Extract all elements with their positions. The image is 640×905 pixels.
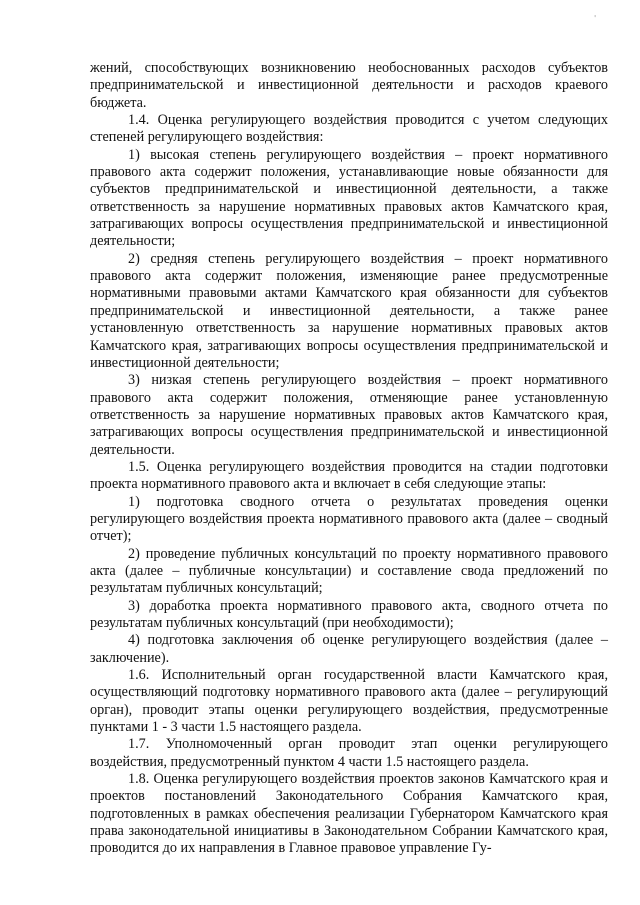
document-body <box>90 60 608 858</box>
paragraph-1-5-item-2: 2) проведение публичных консультаций по проекту нормативного правового акта (далее – публичные консультации) и составление свода предложений по результатам публичных консультаций; <box>90 545 608 597</box>
page-mark: ' <box>594 14 597 23</box>
paragraph-1-6: 1.6. Исполнительный орган государственной власти Камчатского края, осуществляющий подготовку нормативного правового акта (далее – регулирующий орган), проводит этапы оценки регулирующего воздействия, предусмотренные пунктами 1 - 3 части 1.5 настоящего раздела. <box>90 667 608 736</box>
paragraph-1-5: 1.5. Оценка регулирующего воздействия проводится на стадии подготовки проекта нормативного правового акта и включает в себя следующие этапы: <box>90 458 608 493</box>
paragraph-continuation: жений, способствующих возникновению необоснованных расходов субъектов предпринимательской и инвестиционной деятельности и расходов краевого бюджета. <box>90 60 608 111</box>
paragraph-1-4-item-3: 3) низкая степень регулирующего воздействия – проект нормативного правового акта содержит положения, отменяющие ранее установленную ответственность за нарушение нормативных правовых актов Камчатского края, затрагивающих вопросы осуществления предпринимательской и инвестиционной деятельности. <box>90 372 608 458</box>
paragraph-1-5-item-3: 3) доработка проекта нормативного правового акта, сводного отчета по результатам публичных консультаций (при необходимости); <box>90 597 608 631</box>
paragraph-1-4-item-2: 2) средняя степень регулирующего воздействия – проект нормативного правового акта содержит положения, изменяющие ранее предусмотренные нормативными правовыми актами Камчатского края обязанности для субъектов предпринимательской и инвестиционной деятельности, а также ранее установленную ответственность за нарушение нормативных правовых актов Камчатского края, затрагивающих вопросы осуществления предпринимательской и инвестиционной деятельности; <box>90 250 608 371</box>
paragraph-1-5-item-1: 1) подготовка сводного отчета о результатах проведения оценки регулирующего воздействия проекта нормативного правового акта (далее – сводный отчет); <box>90 493 608 545</box>
paragraph-1-7: 1.7. Уполномоченный орган проводит этап оценки регулирующего воздействия, предусмотренный пунктом 4 части 1.5 настоящего раздела. <box>90 736 608 770</box>
paragraph-1-8: 1.8. Оценка регулирующего воздействия проектов законов Камчатского края и проектов постановлений Законодательного Собрания Камчатского края, подготовленных в рамках обеспечения реализации Губернатором Камчатского края права законодательной инициативы в Законодательном Собрании Камчатского края, проводится до их направления в Главное правовое управление Гу- <box>90 771 608 857</box>
paragraph-1-4-item-1: 1) высокая степень регулирующего воздействия – проект нормативного правового акта содержит положения, устанавливающие новые обязанности для субъектов предпринимательской и инвестиционной деятельности, а также ответственность за нарушение нормативных правовых актов Камчатского края, затрагивающих вопросы осуществления предпринимательской и инвестиционной деятельности; <box>90 146 608 250</box>
paragraph-1-4: 1.4. Оценка регулирующего воздействия проводится с учетом следующих степеней регулирующего воздействия: <box>90 112 608 146</box>
paragraph-1-5-item-4: 4) подготовка заключения об оценке регулирующего воздействия (далее – заключение). <box>90 632 608 666</box>
